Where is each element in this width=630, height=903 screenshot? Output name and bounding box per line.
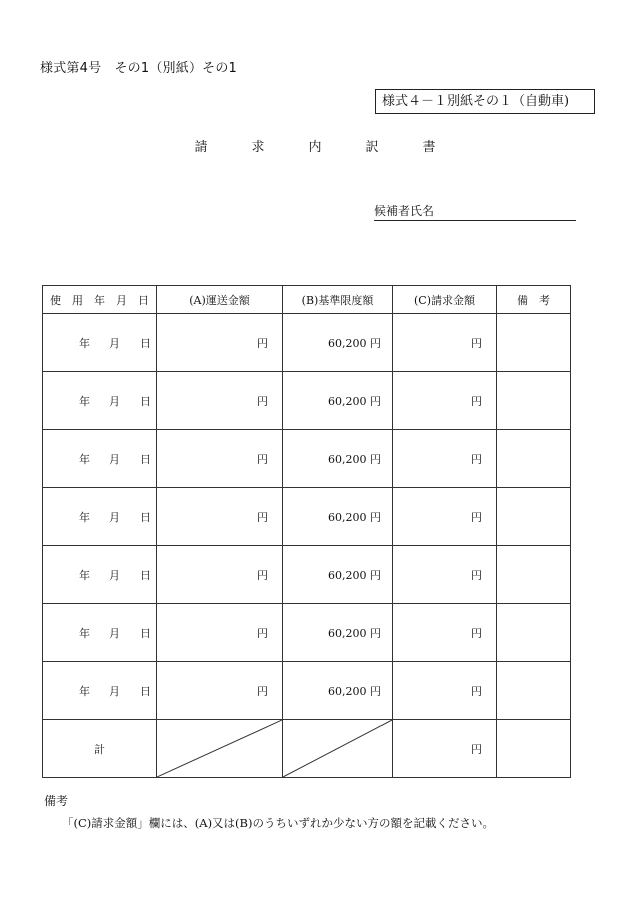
year-label: 年 bbox=[79, 510, 90, 524]
year-label: 年 bbox=[79, 394, 90, 408]
day-label: 日 bbox=[140, 626, 151, 640]
day-label: 日 bbox=[140, 568, 151, 582]
remarks-cell[interactable] bbox=[497, 430, 571, 488]
usage-date-cell[interactable] bbox=[43, 372, 157, 430]
remarks-cell[interactable] bbox=[497, 662, 571, 720]
day-label: 日 bbox=[140, 684, 151, 698]
usage-date-cell[interactable] bbox=[43, 430, 157, 488]
standard-limit-cell: 60,200 円 bbox=[283, 488, 393, 546]
day-label: 日 bbox=[140, 510, 151, 524]
standard-limit-cell: 60,200 円 bbox=[283, 546, 393, 604]
header-usage-date: 使 用 年 月 日 bbox=[43, 286, 157, 314]
claim-amount-cell[interactable]: 円 bbox=[393, 604, 497, 662]
title-char: 内 bbox=[308, 140, 322, 155]
usage-date-cell[interactable] bbox=[43, 662, 157, 720]
total-label: 計 bbox=[43, 720, 157, 778]
diagonal-line bbox=[283, 720, 392, 777]
year-label: 年 bbox=[79, 452, 90, 466]
total-b-crossed bbox=[283, 720, 393, 778]
document-title bbox=[0, 136, 630, 155]
total-remarks[interactable] bbox=[497, 720, 571, 778]
transport-amount-cell[interactable]: 円 bbox=[157, 546, 283, 604]
year-label: 年 bbox=[79, 568, 90, 582]
remarks-cell[interactable] bbox=[497, 372, 571, 430]
table-row bbox=[43, 546, 571, 604]
table-row bbox=[43, 314, 571, 372]
year-label: 年 bbox=[79, 626, 90, 640]
breakdown-table bbox=[42, 285, 571, 778]
standard-limit-cell: 60,200 円 bbox=[283, 662, 393, 720]
month-label: 月 bbox=[109, 336, 120, 350]
total-row bbox=[43, 720, 571, 778]
claim-amount-cell[interactable]: 円 bbox=[393, 372, 497, 430]
transport-amount-cell[interactable]: 円 bbox=[157, 604, 283, 662]
table-row bbox=[43, 662, 571, 720]
candidate-name-field[interactable] bbox=[374, 204, 576, 221]
total-a-crossed bbox=[157, 720, 283, 778]
month-label: 月 bbox=[109, 684, 120, 698]
remarks-cell[interactable] bbox=[497, 488, 571, 546]
header-transport-amount: (A)運送金額 bbox=[157, 286, 283, 314]
claim-amount-cell[interactable]: 円 bbox=[393, 546, 497, 604]
year-label: 年 bbox=[79, 684, 90, 698]
transport-amount-cell[interactable]: 円 bbox=[157, 314, 283, 372]
month-label: 月 bbox=[109, 568, 120, 582]
total-claim-amount[interactable]: 円 bbox=[393, 720, 497, 778]
claim-amount-cell[interactable]: 円 bbox=[393, 488, 497, 546]
usage-date-cell[interactable] bbox=[43, 314, 157, 372]
table-row bbox=[43, 430, 571, 488]
year-label: 年 bbox=[79, 336, 90, 350]
header-remarks: 備 考 bbox=[497, 286, 571, 314]
table-row bbox=[43, 372, 571, 430]
header-claim-amount: (C)請求金額 bbox=[393, 286, 497, 314]
claim-amount-cell[interactable]: 円 bbox=[393, 662, 497, 720]
transport-amount-cell[interactable]: 円 bbox=[157, 430, 283, 488]
month-label: 月 bbox=[109, 626, 120, 640]
usage-date-cell[interactable] bbox=[43, 546, 157, 604]
notes-body: 「(C)請求金額」欄には、(A)又は(B)のうちいずれか少ない方の額を記載ください。 bbox=[62, 816, 494, 830]
table-row bbox=[43, 488, 571, 546]
form-type-box: 様式４－１別紙その１（自動車) bbox=[375, 89, 595, 114]
standard-limit-cell: 60,200 円 bbox=[283, 314, 393, 372]
remarks-cell[interactable] bbox=[497, 546, 571, 604]
standard-limit-cell: 60,200 円 bbox=[283, 430, 393, 488]
standard-limit-cell: 60,200 円 bbox=[283, 604, 393, 662]
usage-date-cell[interactable] bbox=[43, 488, 157, 546]
transport-amount-cell[interactable]: 円 bbox=[157, 488, 283, 546]
title-char: 訳 bbox=[365, 140, 379, 155]
title-char: 書 bbox=[422, 140, 436, 155]
day-label: 日 bbox=[140, 394, 151, 408]
candidate-name-label: 候補者氏名 bbox=[374, 204, 435, 218]
claim-amount-cell[interactable]: 円 bbox=[393, 314, 497, 372]
transport-amount-cell[interactable]: 円 bbox=[157, 662, 283, 720]
day-label: 日 bbox=[140, 336, 151, 350]
usage-date-cell[interactable] bbox=[43, 604, 157, 662]
table-header-row bbox=[43, 286, 571, 314]
remarks-cell[interactable] bbox=[497, 314, 571, 372]
standard-limit-cell: 60,200 円 bbox=[283, 372, 393, 430]
day-label: 日 bbox=[140, 452, 151, 466]
form-number: 様式第4号 その1（別紙）その1 bbox=[40, 61, 238, 76]
transport-amount-cell[interactable]: 円 bbox=[157, 372, 283, 430]
header-standard-limit: (B)基準限度額 bbox=[283, 286, 393, 314]
month-label: 月 bbox=[109, 510, 120, 524]
claim-amount-cell[interactable]: 円 bbox=[393, 430, 497, 488]
notes-heading: 備考 bbox=[44, 794, 69, 808]
table-row bbox=[43, 604, 571, 662]
diagonal-line bbox=[157, 720, 282, 777]
month-label: 月 bbox=[109, 394, 120, 408]
month-label: 月 bbox=[109, 452, 120, 466]
title-char: 求 bbox=[251, 140, 265, 155]
title-char: 請 bbox=[194, 140, 208, 155]
remarks-cell[interactable] bbox=[497, 604, 571, 662]
